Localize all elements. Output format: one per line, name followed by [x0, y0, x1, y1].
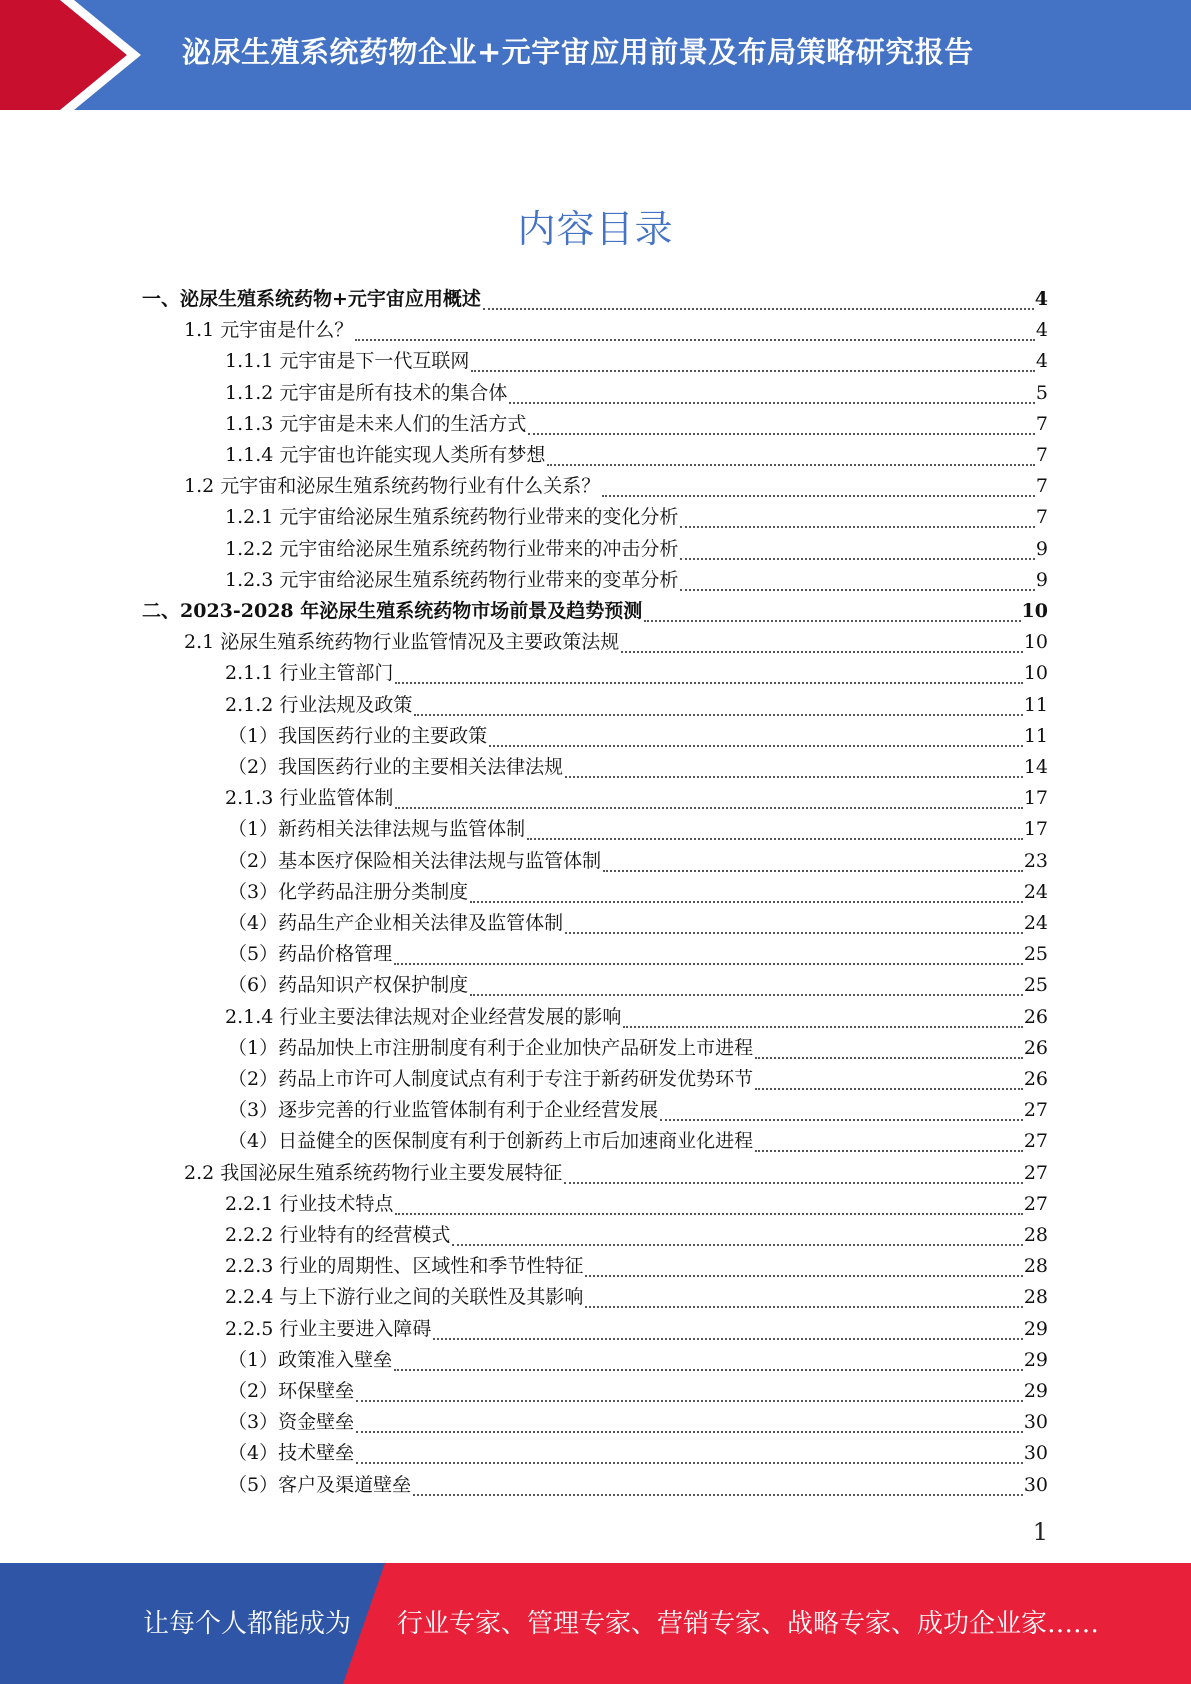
toc-leader-dots — [680, 526, 1035, 528]
toc-entry-page: 25 — [1023, 943, 1048, 966]
toc-entry-page: 11 — [1023, 724, 1048, 747]
toc-entry-text: 2.1.3 行业监管体制 — [225, 787, 394, 810]
toc-leader-dots — [527, 838, 1023, 840]
toc-leader-dots — [623, 1026, 1022, 1028]
toc-leader-dots — [755, 1088, 1023, 1090]
toc-entry-text: 1.2.1 元宇宙给泌尿生殖系统药物行业带来的变化分析 — [225, 506, 679, 529]
toc-entry-text: （2）基本医疗保险相关法律法规与监管体制 — [228, 849, 602, 872]
toc-leader-dots — [489, 745, 1023, 747]
toc-entry-page: 26 — [1023, 1068, 1048, 1090]
toc-leader-dots — [394, 963, 1023, 965]
toc-entry-text: 2.2.4 与上下游行业之间的关联性及其影响 — [225, 1286, 584, 1309]
toc-entry-page: 29 — [1023, 1380, 1048, 1402]
toc-leader-dots — [470, 901, 1023, 903]
toc-leader-dots — [565, 776, 1023, 778]
toc-entry-page: 27 — [1023, 1099, 1048, 1122]
toc-entry-page: 28 — [1023, 1286, 1048, 1309]
toc-entry[interactable] — [228, 1126, 1048, 1157]
toc-leader-dots — [356, 1431, 1023, 1433]
toc-entry[interactable] — [225, 690, 1048, 721]
toc-leader-dots — [509, 402, 1035, 404]
toc-entry-text: 2.1 泌尿生殖系统药物行业监管情况及主要政策法规 — [184, 631, 620, 654]
toc-entry[interactable] — [228, 1438, 1048, 1469]
toc-entry-text: （6）药品知识产权保护制度 — [228, 974, 469, 997]
toc-leader-dots — [660, 1119, 1023, 1121]
toc-entry[interactable] — [225, 1220, 1048, 1251]
toc-entry[interactable] — [225, 1282, 1048, 1313]
toc-entry-page: 28 — [1023, 1255, 1048, 1278]
toc-entry-text: （4）日益健全的医保制度有利于创新药上市后加速商业化进程 — [228, 1130, 754, 1153]
toc-entry-text: 1.1.3 元宇宙是未来人们的生活方式 — [225, 412, 527, 435]
toc-leader-dots — [470, 994, 1023, 996]
toc-leader-dots — [564, 1182, 1023, 1184]
toc-entry-page: 30 — [1023, 1473, 1048, 1496]
page-number: 1 — [1032, 1518, 1048, 1546]
toc-entry[interactable] — [225, 346, 1048, 377]
toc-leader-dots — [471, 370, 1035, 372]
toc-entry-text: 一、泌尿生殖系统药物+元宇宙应用概述 — [142, 288, 481, 310]
toc-leader-dots — [395, 682, 1022, 684]
toc-entry-text: （2）环保壁垒 — [228, 1380, 355, 1402]
toc-entry-page: 7 — [1035, 475, 1048, 498]
toc-entry-text: 1.1.1 元宇宙是下一代互联网 — [225, 350, 470, 373]
toc-entry[interactable] — [184, 315, 1048, 346]
toc-entry[interactable] — [225, 1189, 1048, 1220]
toc-entry-page: 7 — [1035, 412, 1048, 435]
toc-leader-dots — [414, 714, 1022, 716]
toc-entry[interactable] — [225, 565, 1048, 596]
toc-entry-page: 9 — [1035, 568, 1048, 591]
toc-entry-page: 28 — [1023, 1224, 1048, 1246]
report-header — [0, 0, 1191, 110]
toc-entry[interactable] — [228, 877, 1048, 908]
toc-entry-page: 5 — [1035, 381, 1048, 404]
toc-entry-text: 1.1 元宇宙是什么？ — [184, 319, 354, 342]
toc-entry-text: （5）药品价格管理 — [228, 943, 393, 966]
toc-entry-text: （1）我国医药行业的主要政策 — [228, 724, 488, 747]
toc-leader-dots — [355, 339, 1035, 341]
toc-leader-dots — [413, 1494, 1023, 1496]
toc-entry-page: 17 — [1023, 787, 1048, 810]
toc-leader-dots — [585, 1275, 1022, 1277]
toc-entry-page: 4 — [1034, 288, 1048, 310]
toc-entry[interactable] — [225, 1314, 1048, 1345]
toc-leader-dots — [356, 1462, 1023, 1464]
toc-entry[interactable] — [225, 1251, 1048, 1282]
toc-entry-page: 30 — [1023, 1411, 1048, 1434]
toc-leader-dots — [603, 870, 1023, 872]
toc-entry-page: 4 — [1035, 350, 1048, 373]
toc-entry[interactable] — [228, 1345, 1048, 1376]
toc-entry[interactable] — [225, 783, 1048, 814]
toc-entry[interactable] — [228, 1064, 1048, 1095]
toc-leader-dots — [755, 1150, 1023, 1152]
toc-entry-page: 10 — [1023, 631, 1048, 654]
header-chevron-decoration — [0, 0, 160, 110]
toc-entry-page: 14 — [1023, 756, 1048, 778]
toc-leader-dots — [644, 620, 1020, 622]
toc-entry[interactable] — [142, 284, 1048, 315]
toc-entry-page: 17 — [1023, 818, 1048, 841]
toc-entry-text: 2.2.5 行业主要进入障碍 — [225, 1317, 432, 1340]
toc-entry[interactable] — [228, 908, 1048, 939]
toc-entry-page: 23 — [1023, 849, 1048, 872]
toc-leader-dots — [395, 807, 1022, 809]
toc-leader-dots — [585, 1306, 1022, 1308]
toc-entry-text: 2.1.4 行业主要法律法规对企业经营发展的影响 — [225, 1005, 622, 1028]
toc-entry-page: 26 — [1023, 1036, 1048, 1059]
toc-leader-dots — [356, 1400, 1023, 1402]
toc-entry-text: 1.1.4 元宇宙也许能实现人类所有梦想 — [225, 444, 546, 466]
toc-leader-dots — [433, 1338, 1022, 1340]
toc-entry-text: 1.2.3 元宇宙给泌尿生殖系统药物行业带来的变革分析 — [225, 568, 679, 591]
toc-entry-text: （5）客户及渠道壁垒 — [228, 1473, 412, 1496]
toc-entry-page: 9 — [1035, 537, 1048, 560]
toc-entry[interactable] — [184, 1158, 1048, 1189]
toc-entry-text: （4）药品生产企业相关法律及监管体制 — [228, 912, 564, 934]
toc-entry-text: （1）新药相关法律法规与监管体制 — [228, 818, 526, 841]
toc-entry-page: 24 — [1023, 880, 1048, 903]
toc-leader-dots — [621, 651, 1023, 653]
toc-entry-page: 30 — [1023, 1442, 1048, 1465]
toc-entry[interactable] — [228, 970, 1048, 1001]
toc-entry[interactable] — [184, 471, 1048, 502]
toc-leader-dots — [547, 464, 1035, 466]
toc-entry[interactable] — [225, 534, 1048, 565]
toc-entry[interactable] — [225, 1002, 1048, 1033]
toc-entry-page: 27 — [1023, 1161, 1048, 1184]
toc-entry[interactable] — [225, 502, 1048, 533]
toc-entry-page: 25 — [1023, 974, 1048, 997]
toc-entry[interactable] — [225, 378, 1048, 409]
toc-entry-text: 1.2.2 元宇宙给泌尿生殖系统药物行业带来的冲击分析 — [225, 537, 679, 560]
toc-entry[interactable] — [228, 1376, 1048, 1407]
toc-leader-dots — [483, 308, 1034, 310]
toc-entry[interactable] — [228, 1033, 1048, 1064]
toc-entry[interactable] — [228, 1095, 1048, 1126]
toc-entry-text: 2.1.2 行业法规及政策 — [225, 693, 413, 716]
report-title: 泌尿生殖系统药物企业+元宇宙应用前景及布局策略研究报告 — [182, 35, 974, 69]
toc-entry-text: （1）政策准入壁垒 — [228, 1348, 393, 1371]
toc-entry-text: （2）药品上市许可人制度试点有利于专注于新药研发优势环节 — [228, 1068, 754, 1090]
toc-entry-text: （3）逐步完善的行业监管体制有利于企业经营发展 — [228, 1099, 659, 1122]
toc-entry-text: 2.1.1 行业主管部门 — [225, 662, 394, 685]
toc-entry[interactable] — [184, 627, 1048, 658]
toc-leader-dots — [680, 589, 1035, 591]
toc-entry-page: 4 — [1035, 319, 1048, 342]
toc-entry[interactable] — [228, 721, 1048, 752]
toc-entry-text: 2.2 我国泌尿生殖系统药物行业主要发展特征 — [184, 1161, 563, 1184]
toc-entry-page: 26 — [1023, 1005, 1048, 1028]
toc-entry-text: （4）技术壁垒 — [228, 1442, 355, 1465]
toc-entry-text: （3）资金壁垒 — [228, 1411, 355, 1434]
toc-entry-text: 二、2023-2028 年泌尿生殖系统药物市场前景及趋势预测 — [142, 600, 643, 622]
toc-leader-dots — [755, 1057, 1023, 1059]
toc-entry[interactable] — [225, 440, 1048, 471]
toc-entry-text: 1.2 元宇宙和泌尿生殖系统药物行业有什么关系？ — [184, 475, 601, 498]
toc-entry[interactable] — [142, 596, 1048, 627]
toc-entry[interactable] — [228, 752, 1048, 783]
toc-entry-page: 7 — [1035, 506, 1048, 529]
toc-leader-dots — [452, 1244, 1022, 1246]
toc-leader-dots — [528, 433, 1035, 435]
toc-entry[interactable] — [228, 1407, 1048, 1438]
toc-entry[interactable] — [228, 939, 1048, 970]
toc-entry-text: （1）药品加快上市注册制度有利于企业加快产品研发上市进程 — [228, 1036, 754, 1059]
toc-entry[interactable] — [228, 814, 1048, 845]
toc-entry-text: （2）我国医药行业的主要相关法律法规 — [228, 756, 564, 778]
toc-leader-dots — [565, 932, 1023, 934]
toc-entry[interactable] — [225, 409, 1048, 440]
toc-entry-page: 10 — [1023, 662, 1048, 685]
toc-entry-page: 7 — [1035, 444, 1048, 466]
toc-entry-page: 10 — [1021, 600, 1048, 622]
toc-entry-page: 29 — [1023, 1348, 1048, 1371]
toc-leader-dots — [394, 1369, 1023, 1371]
toc-entry[interactable] — [228, 1470, 1048, 1501]
toc-entry[interactable] — [225, 658, 1048, 689]
toc-entry-page: 27 — [1023, 1192, 1048, 1215]
toc-entry-page: 11 — [1023, 693, 1048, 716]
toc-leader-dots — [680, 558, 1035, 560]
toc-leader-dots — [602, 495, 1035, 497]
toc-leader-dots — [395, 1213, 1022, 1215]
toc-entry[interactable] — [228, 846, 1048, 877]
footer-slogan-right: 行业专家、管理专家、营销专家、战略专家、成功企业家…… — [397, 1609, 1100, 1639]
toc-entry-text: 2.2.2 行业特有的经营模式 — [225, 1224, 451, 1246]
toc-entry-text: 2.2.3 行业的周期性、区域性和季节性特征 — [225, 1255, 584, 1278]
report-footer — [0, 1563, 1191, 1684]
toc-entry-page: 27 — [1023, 1130, 1048, 1153]
toc-entry-page: 29 — [1023, 1317, 1048, 1340]
footer-slogan-left: 让每个人都能成为 — [143, 1609, 352, 1639]
toc-entry-text: 2.2.1 行业技术特点 — [225, 1192, 394, 1215]
toc-entry-page: 24 — [1023, 912, 1048, 934]
toc-entry-text: （3）化学药品注册分类制度 — [228, 880, 469, 903]
toc-entry-text: 1.1.2 元宇宙是所有技术的集合体 — [225, 381, 508, 404]
toc-heading: 内容目录 — [517, 207, 674, 251]
